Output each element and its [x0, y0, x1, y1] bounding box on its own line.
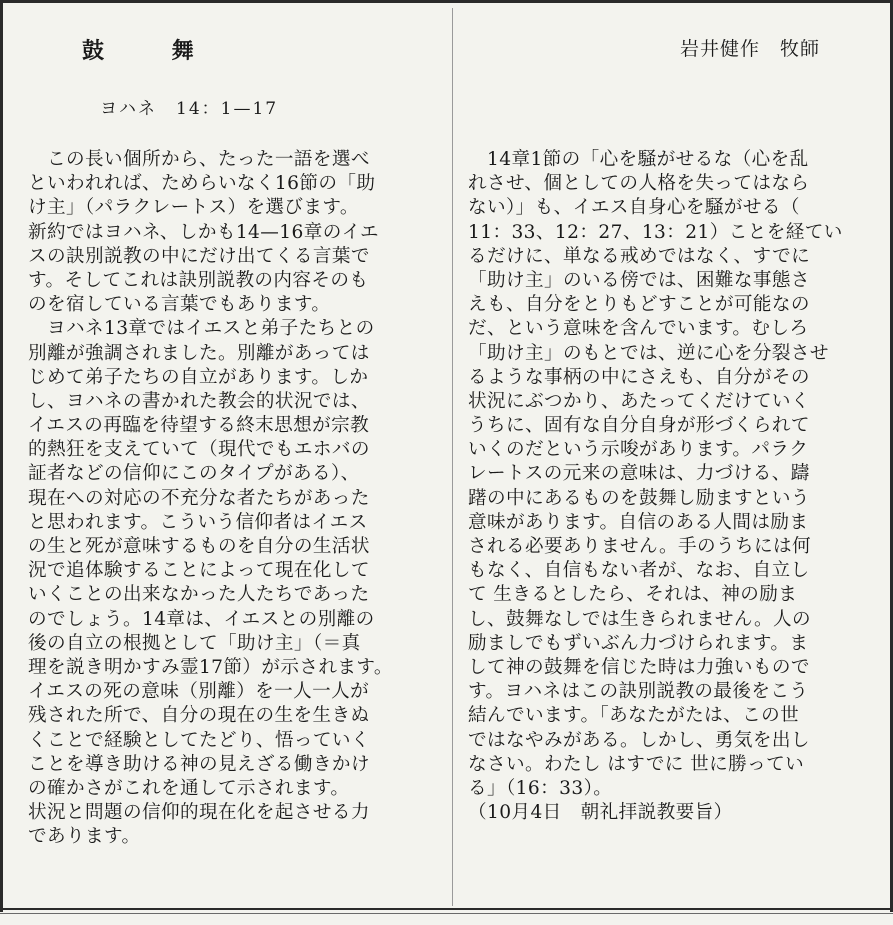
text-line: れさせ、個としての人格を失ってはなら: [468, 173, 810, 195]
text-line: の確かさがこれを通して示されます。: [28, 777, 350, 799]
bottom-rule-thin: [0, 913, 893, 914]
text-line: て 生きるとしたら、それは、神の励ま: [468, 584, 798, 606]
text-line: じめて弟子たちの自立があります。しか: [28, 366, 369, 388]
text-line: 状況と問題の信仰的現在化を起させる力: [28, 802, 370, 824]
text-line: ではなやみがある。しかし、勇気を出し: [468, 729, 810, 751]
right-column-text: [468, 148, 874, 825]
text-line: るような事柄の中にさえも、自分がその: [468, 366, 810, 388]
text-line: 「助け主」のいる傍では、困難な事態さ: [468, 269, 810, 291]
left-column-text: [28, 148, 438, 849]
text-line: この長い個所から、たった一語を選べ: [28, 149, 370, 170]
bottom-rule: [0, 908, 893, 910]
text-line: す。ヨハネはこの訣別説教の最後をこう: [468, 681, 809, 703]
text-line: （10月4日 朝礼拝説教要旨）: [468, 802, 733, 824]
text-line: 後の自立の根拠として「助け主」（＝真: [28, 632, 361, 654]
text-line: イエスの死の意味（別離）を一人一人が: [28, 681, 370, 703]
text-line: ない）」も、イエス自身心を騒がせる（: [468, 197, 800, 219]
top-border: [0, 0, 893, 3]
text-line: うちに、固有な自分自身が形づくられて: [468, 415, 810, 437]
text-line: のでしょう。14章は、イエスとの別離の: [28, 608, 375, 630]
text-line: くことで経験としてたどり、悟っていく: [28, 729, 370, 751]
text-line: 14章1節の「心を騒がせるな（心を乱: [468, 149, 809, 170]
text-line: して神の鼓舞を信じた時は力強いもので: [468, 656, 810, 678]
column-divider: [452, 8, 453, 906]
text-line: 残された所で、自分の現在の生を生きぬ: [28, 705, 370, 727]
text-line: いくことの出来なかった人たちであった: [28, 584, 370, 606]
text-line: いくのだという示唆があります。パラク: [468, 439, 809, 461]
text-line: し、ヨハネの書かれた教会的状況では、: [28, 390, 370, 412]
text-line: だ、という意味を含んでいます。むしろ: [468, 318, 809, 340]
text-line: スの訣別説教の中にだけ出てくる言葉で: [28, 245, 370, 267]
text-line: であります。: [28, 826, 141, 848]
text-line: 新約ではヨハネ、しかも14—16章のイエ: [28, 221, 379, 243]
text-line: ヨハネ13章ではイエスと弟子たちとの: [28, 318, 375, 340]
text-line: 励ましでもずいぶん力づけられます。ま: [468, 632, 809, 654]
text-line: イエスの再臨を待望する終末思想が宗教: [28, 415, 370, 437]
text-line: 証者などの信仰にこのタイプがある）、: [28, 463, 360, 485]
text-line: のを宿している言葉でもあります。: [28, 294, 331, 316]
text-line: 別離が強調されました。別離があっては: [28, 342, 370, 364]
text-line: 「助け主」のもとでは、逆に心を分裂させ: [468, 342, 829, 364]
scripture-reference: ヨハネ 14：1—17: [100, 99, 279, 119]
text-line: ことを導き助ける神の見えざる働きかけ: [28, 753, 370, 775]
author-name: 岩井健作 牧師: [680, 38, 821, 60]
text-line: け主」（パラクレートス）を選びます。: [28, 197, 359, 219]
text-line: される必要ありません。手のうちには何: [468, 536, 812, 557]
article-title: 鼓 舞: [82, 38, 224, 64]
text-line: なさい。わたし はすでに 世に勝ってい: [468, 753, 805, 775]
text-line: 現在への対応の不充分な者たちがあった: [28, 487, 370, 509]
text-line: といわれれば、ためらいなく16節の「助: [28, 173, 376, 195]
text-line: し、鼓舞なしでは生きられません。人の: [468, 608, 812, 630]
text-line: す。そしてこれは訣別説教の内容そのも: [28, 269, 369, 291]
text-line: るだけに、単なる戒めではなく、すでに: [468, 245, 811, 267]
text-line: 結んでいます。「あなたがたは、この世: [468, 705, 800, 727]
text-line: の生と死が意味するものを自分の生活状: [28, 536, 370, 557]
text-line: 理を説き明かすみ霊17節）が示されます。: [28, 656, 393, 678]
text-line: 状況にぶつかり、あたってくだけていく: [468, 390, 810, 412]
text-line: えも、自分をとりもどすことが可能なの: [468, 294, 810, 316]
text-line: 躇の中にあるものを鼓舞し励ますという: [468, 487, 810, 509]
text-line: もなく、自信もない者が、なお、自立し: [468, 560, 810, 582]
text-line: 的熱狂を支えていて（現代でもエホバの: [28, 439, 370, 461]
text-line: 況で追体験することによって現在化して: [28, 560, 370, 582]
text-line: る」（16：33）。: [468, 777, 613, 799]
text-line: 意味があります。自信のある人間は励ま: [468, 511, 809, 533]
left-border: [0, 0, 3, 912]
text-line: 11：33、12：27、13：21）ことを経てい: [468, 221, 843, 243]
text-line: レートスの元来の意味は、力づける、躊: [468, 463, 810, 485]
text-line: と思われます。こういう信仰者はイエス: [28, 511, 368, 533]
